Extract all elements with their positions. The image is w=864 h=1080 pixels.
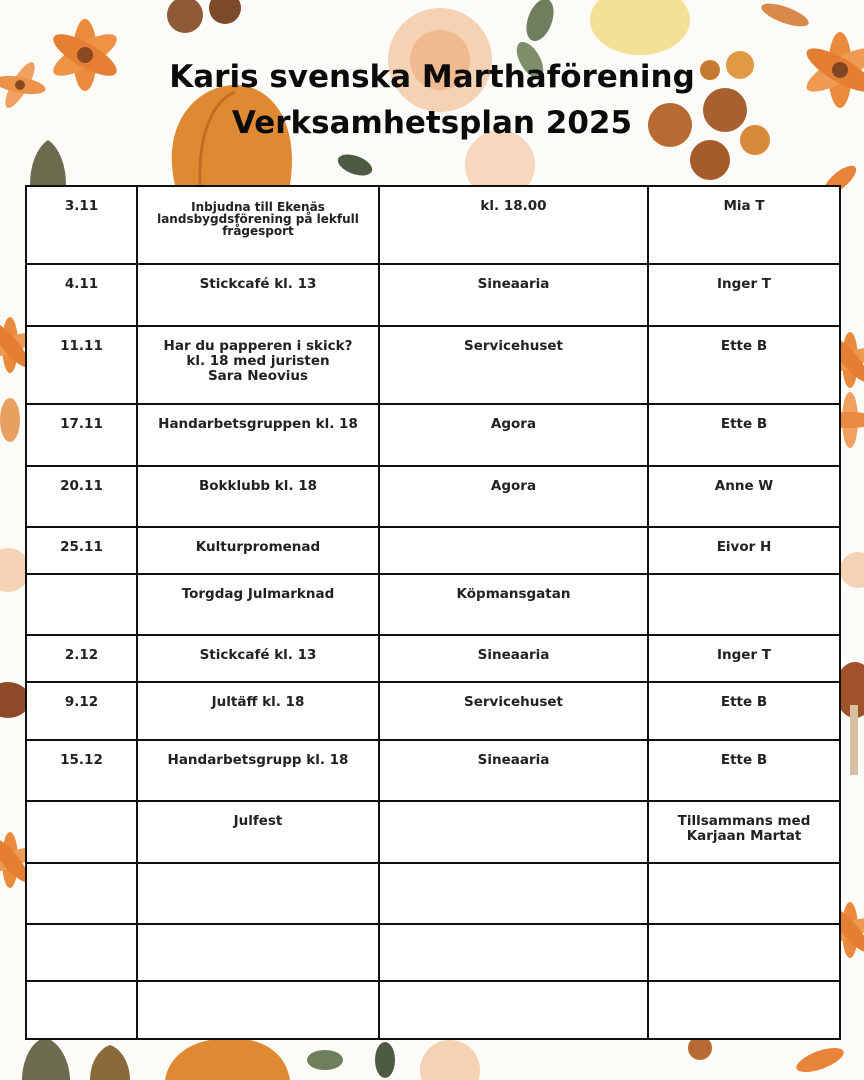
leaf-icon xyxy=(793,1043,846,1077)
activity-cell-line: Bokklubb kl. 18 xyxy=(198,478,317,494)
table-row xyxy=(26,863,840,924)
activity-cell xyxy=(137,740,379,801)
schedule-table xyxy=(25,185,841,1040)
place-cell xyxy=(379,863,648,924)
contact-cell xyxy=(648,186,840,264)
contact-cell-line: Ette B xyxy=(720,338,768,354)
place-cell: Sineaaria xyxy=(379,635,648,682)
quince-icon xyxy=(590,0,690,55)
activity-cell-line: Stickcafé kl. 13 xyxy=(199,647,317,663)
table-row xyxy=(26,326,840,404)
activity-cell xyxy=(137,635,379,682)
place-cell: Agora xyxy=(379,466,648,527)
place-cell: Agora xyxy=(379,404,648,466)
place-cell xyxy=(379,924,648,981)
table-row xyxy=(26,574,840,635)
rose-icon xyxy=(420,1040,480,1080)
contact-cell xyxy=(648,801,840,863)
activity-cell xyxy=(137,801,379,863)
date-cell: 25.11 xyxy=(26,527,137,574)
date-cell xyxy=(26,574,137,635)
date-cell: 20.11 xyxy=(26,466,137,527)
place-cell: Köpmansgatan xyxy=(379,574,648,635)
contact-cell-line: Eivor H xyxy=(716,539,772,555)
activity-cell-line: Kulturpromenad xyxy=(195,539,321,555)
leaf-icon xyxy=(307,1050,343,1070)
contact-cell xyxy=(648,466,840,527)
place-cell: kl. 18.00 xyxy=(379,186,648,264)
leaf-icon xyxy=(0,398,20,442)
leaf-icon xyxy=(759,0,811,31)
activity-cell xyxy=(137,527,379,574)
place-cell xyxy=(379,981,648,1039)
chestnut-icon xyxy=(167,0,203,33)
contact-cell xyxy=(648,981,840,1039)
contact-cell-line: Ette B xyxy=(720,694,768,710)
place-cell xyxy=(379,801,648,863)
contact-cell-line: Ette B xyxy=(720,752,768,768)
page-subtitle: Verksamhetsplan 2025 xyxy=(231,105,633,141)
activity-cell xyxy=(137,466,379,527)
contact-cell xyxy=(648,404,840,466)
date-cell: 11.11 xyxy=(26,326,137,404)
date-cell: 2.12 xyxy=(26,635,137,682)
table-row xyxy=(26,682,840,740)
contact-cell xyxy=(648,682,840,740)
contact-cell-line: Mia T xyxy=(723,198,765,214)
table-row xyxy=(26,264,840,326)
table-row xyxy=(26,981,840,1039)
table-row xyxy=(26,924,840,981)
activity-cell-line: Julfest xyxy=(233,813,283,829)
contact-cell xyxy=(648,924,840,981)
contact-cell-line: Ette B xyxy=(720,416,768,432)
leaf-icon xyxy=(375,1042,395,1078)
place-cell: Servicehuset xyxy=(379,682,648,740)
contact-cell-line: Inger T xyxy=(716,647,772,663)
activity-cell-line: Handarbetsgruppen kl. 18 xyxy=(158,416,358,432)
contact-cell-line: Anne W xyxy=(714,478,774,494)
contact-cell xyxy=(648,527,840,574)
chestnut-icon xyxy=(209,0,241,24)
date-cell: 17.11 xyxy=(26,404,137,466)
activity-cell xyxy=(137,981,379,1039)
table-row xyxy=(26,404,840,466)
activity-cell xyxy=(137,682,379,740)
contact-cell-line: Karjaan Martat xyxy=(686,828,802,844)
place-cell: Servicehuset xyxy=(379,326,648,404)
table-row xyxy=(26,527,840,574)
place-cell: Sineaaria xyxy=(379,740,648,801)
date-cell: 15.12 xyxy=(26,740,137,801)
activity-cell-line: Jultäff kl. 18 xyxy=(211,694,305,710)
activity-cell-line: Stickcafé kl. 13 xyxy=(199,276,317,292)
contact-cell xyxy=(648,635,840,682)
contact-cell xyxy=(648,574,840,635)
page-title: Karis svenska Marthaförening xyxy=(169,59,695,95)
date-cell xyxy=(26,981,137,1039)
acorn-icon xyxy=(90,1045,130,1080)
activity-cell xyxy=(137,326,379,404)
date-cell: 9.12 xyxy=(26,682,137,740)
gourd-icon xyxy=(165,1038,290,1080)
contact-cell xyxy=(648,863,840,924)
leaf-icon xyxy=(335,150,375,179)
acorn-icon xyxy=(22,1038,70,1080)
table-row xyxy=(26,740,840,801)
contact-cell-line: Inger T xyxy=(716,276,772,292)
date-cell: 4.11 xyxy=(26,264,137,326)
date-cell xyxy=(26,801,137,863)
contact-cell-line: Tillsammans med xyxy=(677,813,811,829)
contact-cell xyxy=(648,740,840,801)
date-cell xyxy=(26,924,137,981)
activity-cell xyxy=(137,924,379,981)
contact-cell xyxy=(648,326,840,404)
activity-cell-line: Har du papperen i skick? xyxy=(163,338,353,354)
table-row xyxy=(26,186,840,264)
contact-cell xyxy=(648,264,840,326)
table-row xyxy=(26,801,840,863)
activity-cell xyxy=(137,863,379,924)
acorn-icon xyxy=(30,140,66,185)
table-row xyxy=(26,466,840,527)
place-cell: Sineaaria xyxy=(379,264,648,326)
activity-cell xyxy=(137,574,379,635)
activity-cell xyxy=(137,186,379,264)
place-cell xyxy=(379,527,648,574)
rose-icon xyxy=(840,552,864,588)
activity-cell-line: Handarbetsgrupp kl. 18 xyxy=(167,752,349,768)
activity-cell-line: Torgdag Julmarknad xyxy=(181,586,335,602)
activity-cell-line: Sara Neovius xyxy=(207,368,309,384)
table-row xyxy=(26,635,840,682)
berry-icon xyxy=(690,140,730,180)
activity-cell xyxy=(137,264,379,326)
date-cell xyxy=(26,863,137,924)
activity-cell xyxy=(137,404,379,466)
activity-cell-line: Inbjudna till Ekenäs landsbygdsförening på lekfull frågesport xyxy=(157,200,359,238)
activity-cell-line: kl. 18 med juristen xyxy=(186,353,330,369)
date-cell: 3.11 xyxy=(26,186,137,264)
leaf-icon xyxy=(521,0,559,45)
